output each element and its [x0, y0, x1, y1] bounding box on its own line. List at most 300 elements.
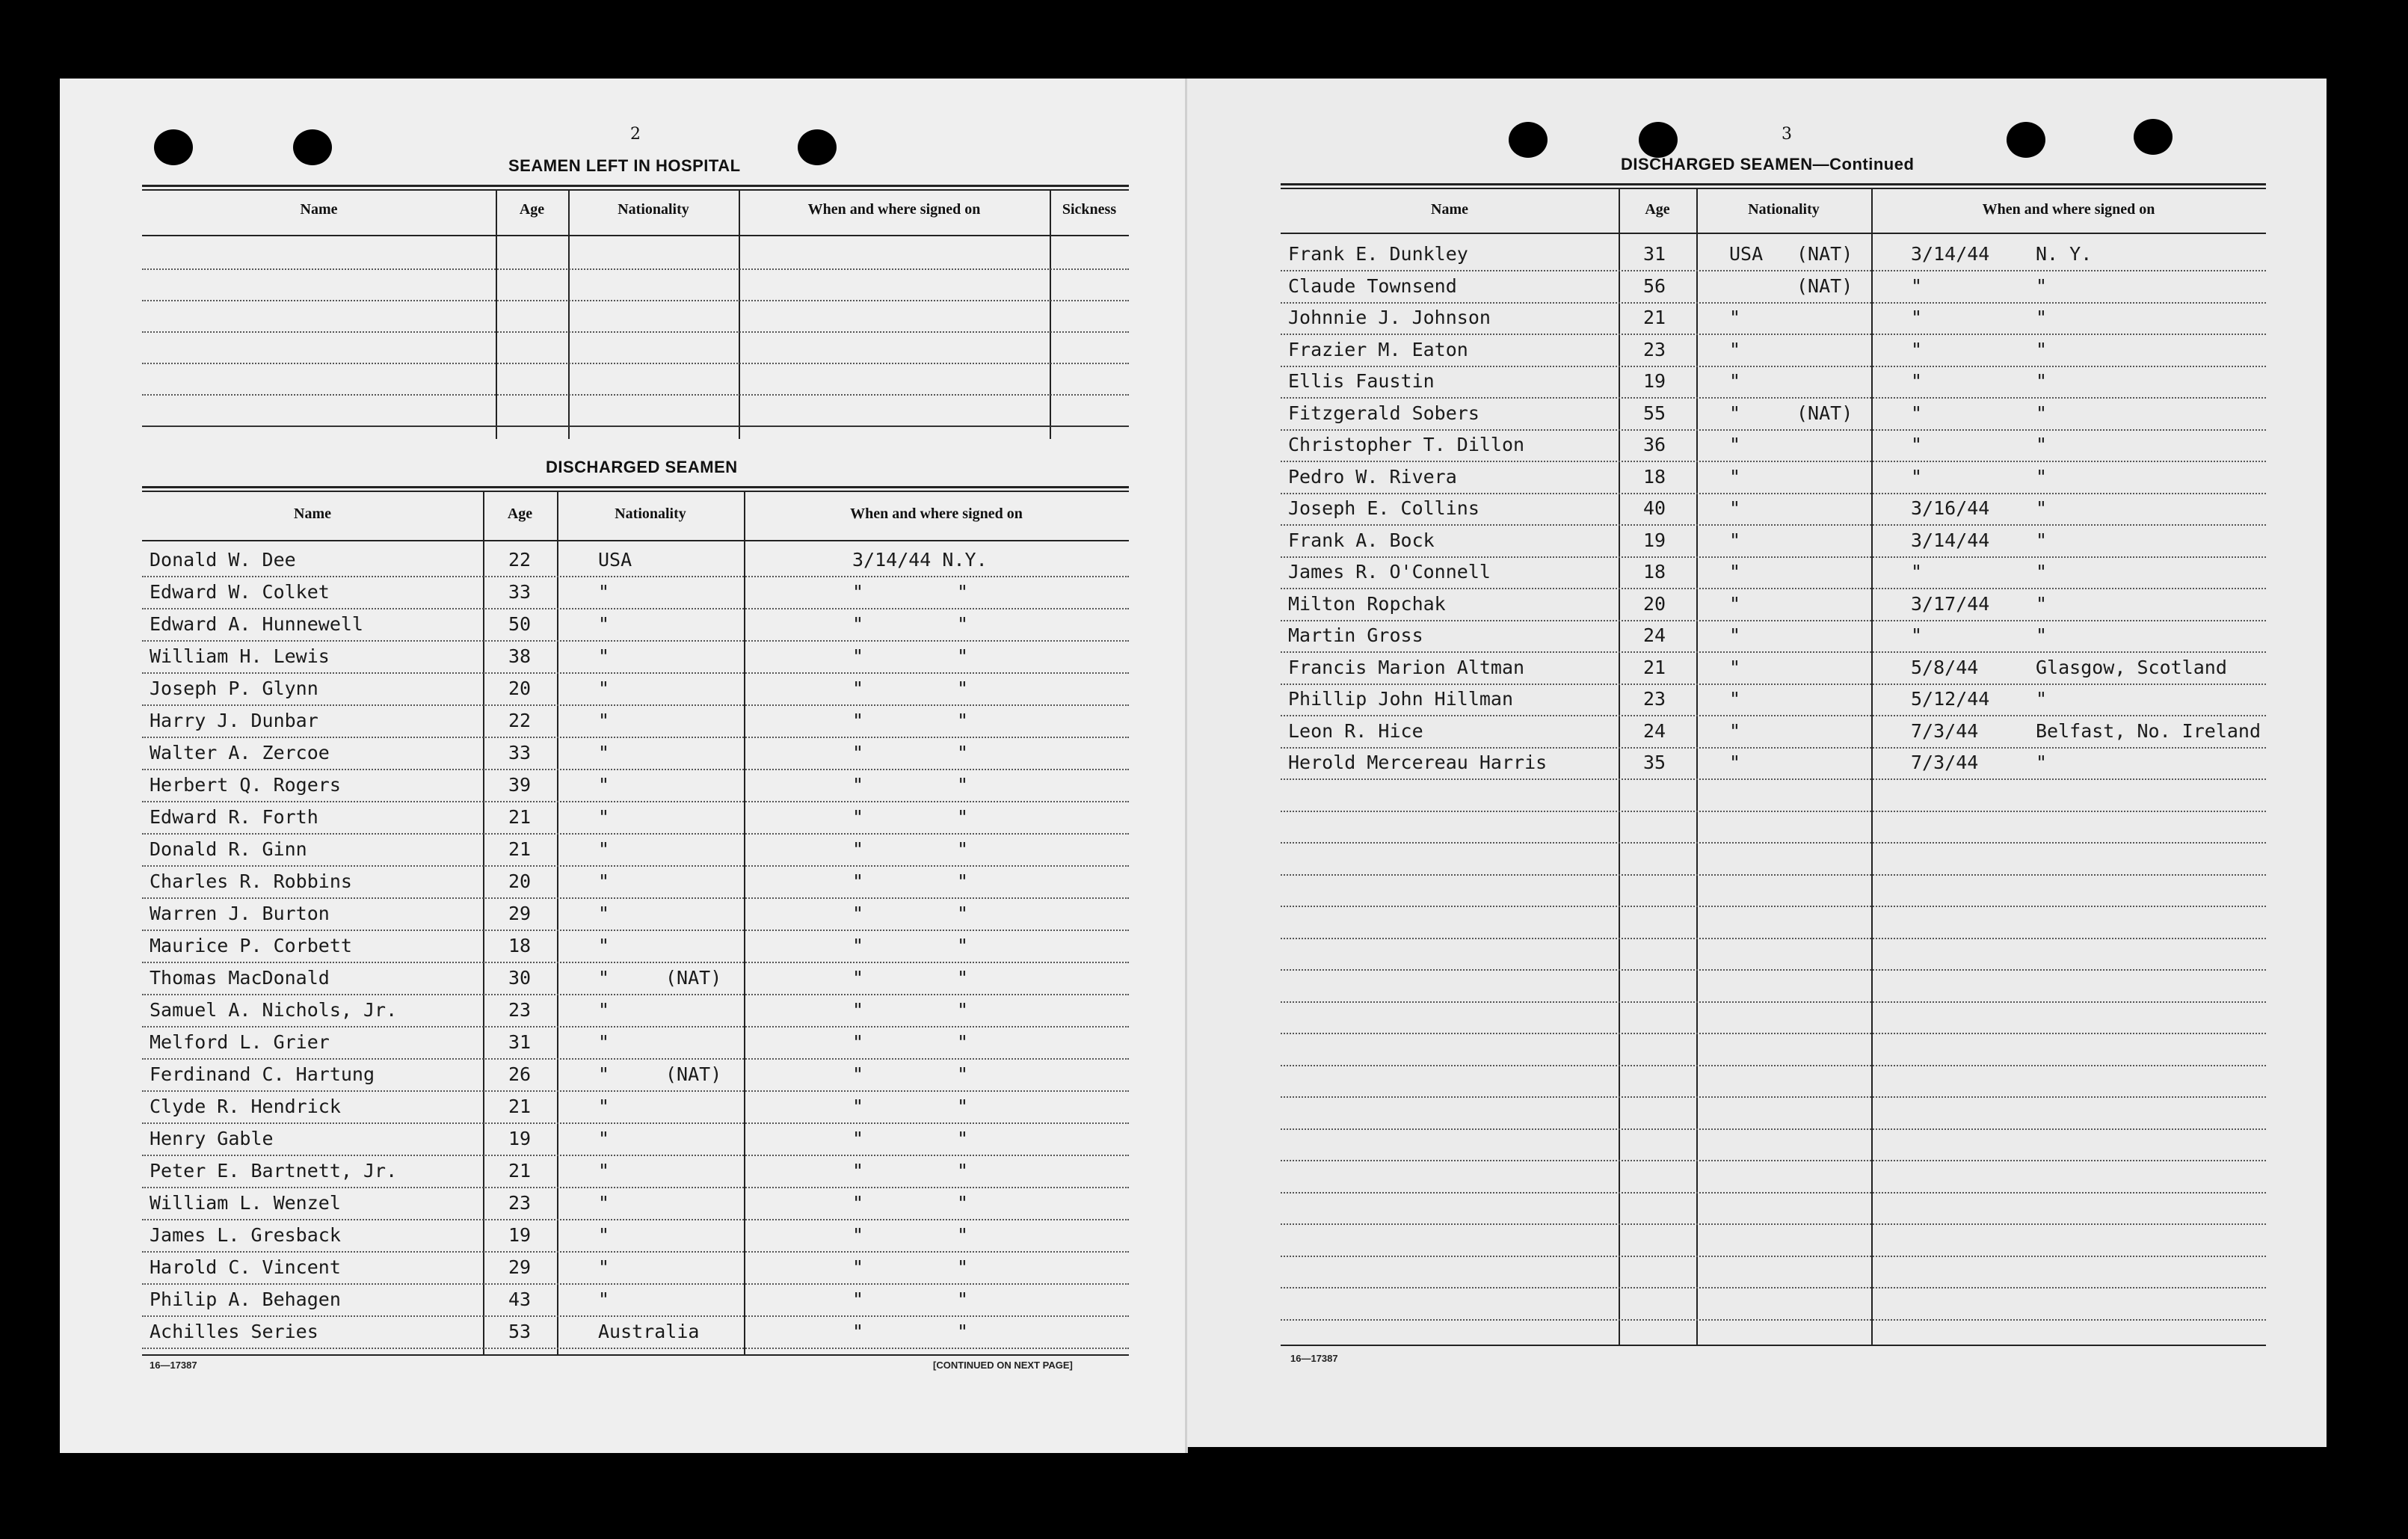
- seaman-age: 23: [1643, 688, 1666, 710]
- section-title-text: DISCHARGED SEAMEN: [1621, 155, 1813, 173]
- table-row: [1281, 497, 2266, 529]
- row-separator: [1281, 1287, 2266, 1288]
- row-separator: [1281, 1001, 2266, 1003]
- row-separator: [1281, 1192, 2266, 1194]
- table-row: [142, 1256, 1129, 1288]
- seaman-name: Joseph E. Collins: [1288, 497, 1479, 519]
- right-page: [1187, 79, 2327, 1447]
- table-row: [1281, 402, 2266, 434]
- row-separator: [1281, 1033, 2266, 1034]
- table-row: [1281, 466, 2266, 498]
- signed-on-date: 5/8/44: [1911, 656, 1979, 678]
- seaman-age: 43: [508, 1288, 532, 1310]
- seaman-nationality: ": [598, 1192, 610, 1214]
- signed-on-date: ": [1911, 370, 1923, 392]
- seaman-nationality: ": [1729, 370, 1741, 392]
- col-header-age: Age: [1645, 201, 1670, 218]
- signed-on-place: ": [957, 999, 969, 1021]
- naturalized-flag: (NAT): [665, 967, 722, 989]
- row-separator: [1281, 969, 2266, 971]
- signed-on-date: ": [852, 774, 864, 796]
- seaman-nationality: ": [598, 967, 610, 989]
- table-row: [1281, 243, 2266, 275]
- col-header-signed-on: When and where signed on: [1982, 201, 2155, 218]
- seaman-nationality: ": [598, 742, 610, 764]
- seaman-age: 18: [1643, 465, 1666, 488]
- table-row: [142, 678, 1129, 710]
- seaman-name: Thomas MacDonald: [150, 967, 330, 989]
- signed-on-place: ": [957, 1192, 969, 1214]
- row-separator: [1281, 811, 2266, 812]
- seaman-nationality: ": [1729, 592, 1741, 615]
- row-separator: [1281, 906, 2266, 907]
- naturalized-flag: (NAT): [1796, 274, 1853, 297]
- seaman-age: 39: [508, 774, 532, 796]
- naturalized-flag: (NAT): [665, 1063, 722, 1085]
- page-number: 2: [630, 125, 641, 144]
- signed-on-date: ": [852, 1321, 864, 1342]
- seaman-name: Frank A. Bock: [1288, 529, 1435, 551]
- row-separator: [1281, 1256, 2266, 1257]
- seaman-name: Leon R. Hice: [1288, 719, 1423, 742]
- seaman-name: Peter E. Bartnett, Jr.: [150, 1160, 398, 1182]
- signed-on-date: ": [852, 967, 864, 989]
- table-row: [142, 999, 1129, 1031]
- table-row: [142, 1321, 1129, 1353]
- signed-on-place: Glasgow, Scotland: [2036, 656, 2227, 678]
- seaman-age: 29: [508, 903, 532, 924]
- seaman-name: Fitzgerald Sobers: [1288, 402, 1479, 424]
- signed-on-date: 5/12/44: [1911, 688, 1990, 710]
- table-row: [142, 1096, 1129, 1128]
- table-row: [142, 1288, 1129, 1321]
- row-separator: [1281, 842, 2266, 844]
- seaman-age: 21: [508, 1160, 532, 1182]
- seaman-nationality: ": [598, 1160, 610, 1182]
- table-row: [1281, 307, 2266, 339]
- signed-on-place: ": [957, 613, 969, 635]
- seaman-name: Charles R. Robbins: [150, 870, 352, 892]
- seaman-name: Donald R. Ginn: [150, 838, 307, 860]
- table-row: [142, 613, 1129, 645]
- signed-on-place: ": [2036, 529, 2048, 551]
- signed-on-place: ": [957, 935, 969, 956]
- table-row: [142, 1160, 1129, 1192]
- signed-on-date: ": [852, 1031, 864, 1053]
- seaman-nationality: ": [1729, 624, 1741, 646]
- signed-on-place: ": [2036, 465, 2048, 488]
- seaman-name: Joseph P. Glynn: [150, 678, 318, 699]
- table-row: [142, 774, 1129, 806]
- table-row: [1281, 624, 2266, 657]
- seaman-name: Martin Gross: [1288, 624, 1423, 646]
- seaman-nationality: ": [598, 774, 610, 796]
- col-header-name: Name: [1431, 201, 1468, 218]
- seaman-name: Harold C. Vincent: [150, 1256, 341, 1278]
- seaman-age: 18: [508, 935, 532, 956]
- signed-on-place: ": [957, 903, 969, 924]
- signed-on-date: ": [852, 1096, 864, 1117]
- seaman-nationality: ": [1729, 465, 1741, 488]
- signed-on-place: ": [2036, 592, 2048, 615]
- seaman-nationality: ": [598, 838, 610, 860]
- table-row: [142, 935, 1129, 967]
- seaman-nationality: USA: [1729, 243, 1764, 265]
- signed-on-place: ": [957, 1063, 969, 1085]
- punch-hole: [1639, 122, 1678, 158]
- signed-on-place: ": [957, 1160, 969, 1182]
- signed-on-date: ": [852, 581, 864, 603]
- hospital-section-title: SEAMEN LEFT IN HOSPITAL: [508, 156, 741, 175]
- seaman-nationality: ": [1729, 497, 1741, 519]
- seaman-age: 26: [508, 1063, 532, 1085]
- seaman-age: 55: [1643, 402, 1666, 424]
- table-row: [142, 549, 1129, 581]
- seaman-name: Edward W. Colket: [150, 581, 330, 603]
- seaman-name: Walter A. Zercoe: [150, 742, 330, 764]
- seaman-nationality: ": [598, 613, 610, 635]
- table-row: [142, 903, 1129, 935]
- signed-on-date: ": [852, 838, 864, 860]
- signed-on-date: ": [1911, 338, 1923, 360]
- table-row: [1281, 752, 2266, 784]
- row-separator: [1281, 1096, 2266, 1098]
- col-header-sickness: Sickness: [1062, 201, 1117, 218]
- signed-on-place: ": [2036, 624, 2048, 646]
- punch-hole: [154, 129, 193, 165]
- seaman-nationality: ": [1729, 338, 1741, 360]
- seaman-age: 50: [508, 613, 532, 635]
- seaman-name: Herbert Q. Rogers: [150, 774, 341, 796]
- signed-on-place: ": [2036, 434, 2048, 455]
- signed-on-date: ": [1911, 402, 1923, 424]
- naturalized-flag: (NAT): [1796, 402, 1853, 424]
- seaman-name: Frank E. Dunkley: [1288, 243, 1468, 265]
- seaman-nationality: ": [1729, 561, 1741, 583]
- signed-on-place: Belfast, No. Ireland: [2036, 719, 2261, 742]
- seaman-age: 31: [508, 1031, 532, 1053]
- seaman-age: 19: [508, 1224, 532, 1246]
- signed-on-date: ": [852, 645, 864, 667]
- table-row: [142, 1128, 1129, 1160]
- row-separator: [1281, 1319, 2266, 1321]
- signed-on-place: ": [957, 870, 969, 892]
- seaman-nationality: ": [1729, 434, 1741, 455]
- seaman-name: Achilles Series: [150, 1321, 318, 1342]
- seaman-age: 22: [508, 549, 532, 571]
- seaman-name: Claude Townsend: [1288, 274, 1457, 297]
- seaman-name: James L. Gresback: [150, 1224, 341, 1246]
- seaman-name: Phillip John Hillman: [1288, 688, 1514, 710]
- table-row: [142, 1063, 1129, 1096]
- signed-on-date: ": [1911, 274, 1923, 297]
- seaman-name: Philip A. Behagen: [150, 1288, 341, 1310]
- seaman-age: 21: [508, 1096, 532, 1117]
- table-row: [142, 581, 1129, 613]
- seaman-nationality: ": [1729, 402, 1741, 424]
- signed-on-date: ": [852, 1224, 864, 1246]
- seaman-nationality: ": [598, 1256, 610, 1278]
- seaman-name: Johnnie J. Johnson: [1288, 307, 1491, 328]
- signed-on-date: ": [852, 999, 864, 1021]
- section-title-suffix: —Continued: [1812, 155, 1915, 173]
- seaman-age: 21: [508, 838, 532, 860]
- seaman-age: 20: [1643, 592, 1666, 615]
- signed-on-date: ": [852, 870, 864, 892]
- row-separator: [1281, 1223, 2266, 1225]
- discharged-table: [142, 486, 1129, 1436]
- col-header-nationality: Nationality: [1748, 201, 1820, 218]
- seaman-nationality: ": [598, 1063, 610, 1085]
- col-header-signed-on: When and where signed on: [850, 506, 1023, 522]
- table-row: [142, 1031, 1129, 1063]
- table-row: [142, 710, 1129, 742]
- table-row: [142, 806, 1129, 838]
- seaman-name: Harry J. Dunbar: [150, 710, 318, 731]
- signed-on-place: ": [957, 1321, 969, 1342]
- table-row: [1281, 688, 2266, 720]
- seaman-name: Edward A. Hunnewell: [150, 613, 363, 635]
- seaman-nationality: ": [1729, 307, 1741, 328]
- table-row: [1281, 434, 2266, 466]
- signed-on-date: 3/16/44: [1911, 497, 1990, 519]
- signed-on-date: ": [852, 935, 864, 956]
- table-row: [1281, 657, 2266, 689]
- seaman-nationality: ": [598, 903, 610, 924]
- signed-on-place: ": [2036, 688, 2048, 710]
- seaman-age: 38: [508, 645, 532, 667]
- seaman-nationality: ": [598, 1128, 610, 1149]
- signed-on-place: ": [2036, 370, 2048, 392]
- signed-on-date: ": [852, 742, 864, 764]
- col-header-nationality: Nationality: [618, 201, 689, 218]
- seaman-age: 19: [1643, 370, 1666, 392]
- seaman-name: Christopher T. Dillon: [1288, 434, 1525, 455]
- signed-on-date: ": [1911, 624, 1923, 646]
- seaman-age: 21: [1643, 656, 1666, 678]
- seaman-age: 23: [1643, 338, 1666, 360]
- signed-on-date: ": [852, 678, 864, 699]
- seaman-age: 18: [1643, 561, 1666, 583]
- table-row: [142, 742, 1129, 774]
- punch-hole: [2007, 122, 2045, 158]
- signed-on-place: ": [957, 967, 969, 989]
- seaman-name: Francis Marion Altman: [1288, 656, 1525, 678]
- seaman-age: 35: [1643, 752, 1666, 773]
- continued-note: [CONTINUED ON NEXT PAGE]: [933, 1360, 1073, 1371]
- signed-on-date: ": [1911, 434, 1923, 455]
- seaman-nationality: ": [598, 581, 610, 603]
- seaman-age: 31: [1643, 243, 1666, 265]
- seaman-age: 19: [508, 1128, 532, 1149]
- seaman-age: 56: [1643, 274, 1666, 297]
- signed-on-date: 7/3/44: [1911, 752, 1979, 773]
- seaman-nationality: ": [598, 1224, 610, 1246]
- table-row: [142, 838, 1129, 870]
- signed-on-place: ": [957, 1128, 969, 1149]
- seaman-nationality: ": [598, 1096, 610, 1117]
- seaman-age: 23: [508, 1192, 532, 1214]
- table-row: [1281, 720, 2266, 752]
- seaman-name: Samuel A. Nichols, Jr.: [150, 999, 398, 1021]
- seaman-age: 53: [508, 1321, 532, 1342]
- signed-on-place: ": [2036, 497, 2048, 519]
- seaman-age: 40: [1643, 497, 1666, 519]
- seaman-name: William H. Lewis: [150, 645, 330, 667]
- seaman-age: 36: [1643, 434, 1666, 455]
- col-header-age: Age: [519, 201, 545, 218]
- seaman-age: 33: [508, 742, 532, 764]
- seaman-nationality: Australia: [598, 1321, 700, 1342]
- signed-on-place: ": [957, 1096, 969, 1117]
- table-row: [142, 967, 1129, 999]
- seaman-age: 33: [508, 581, 532, 603]
- col-header-signed-on: When and where signed on: [807, 201, 981, 218]
- form-number: 16—17387: [1290, 1353, 1338, 1364]
- left-page: [60, 79, 1187, 1453]
- row-separator: [1281, 938, 2266, 939]
- punch-hole: [2134, 119, 2173, 155]
- signed-on-date: ": [1911, 307, 1923, 328]
- row-separator: [1281, 874, 2266, 876]
- seaman-age: 20: [508, 870, 532, 892]
- signed-on-place: ": [957, 645, 969, 667]
- signed-on-place: ": [2036, 752, 2048, 773]
- seaman-name: Milton Ropchak: [1288, 592, 1446, 615]
- seaman-nationality: ": [598, 870, 610, 892]
- seaman-nationality: ": [1729, 688, 1741, 710]
- signed-on-place: N. Y.: [2036, 243, 2093, 265]
- signed-on-date: 3/14/44: [1911, 243, 1990, 265]
- seaman-name: Ferdinand C. Hartung: [150, 1063, 375, 1085]
- seaman-nationality: ": [598, 1031, 610, 1053]
- punch-hole: [1509, 122, 1548, 158]
- seaman-name: Henry Gable: [150, 1128, 274, 1149]
- seaman-nationality: ": [598, 999, 610, 1021]
- signed-on-place: ": [2036, 561, 2048, 583]
- table-row: [142, 645, 1129, 678]
- signed-on-place: ": [957, 1256, 969, 1278]
- table-row: [1281, 529, 2266, 562]
- seaman-nationality: ": [598, 1288, 610, 1310]
- punch-hole: [798, 129, 837, 165]
- seaman-nationality: ": [1729, 529, 1741, 551]
- seaman-name: Maurice P. Corbett: [150, 935, 352, 956]
- signed-on-place: ": [2036, 274, 2048, 297]
- seaman-nationality: ": [598, 678, 610, 699]
- seaman-nationality: ": [598, 806, 610, 828]
- seaman-age: 24: [1643, 624, 1666, 646]
- signed-on-place: ": [957, 838, 969, 860]
- signed-on-date: 3/17/44: [1911, 592, 1990, 615]
- signed-on-date: ": [852, 1128, 864, 1149]
- punch-hole: [293, 129, 332, 165]
- table-row: [1281, 593, 2266, 625]
- row-separator: [1281, 1065, 2266, 1066]
- seaman-nationality: ": [1729, 719, 1741, 742]
- signed-on-place: ": [957, 1224, 969, 1246]
- signed-on-place: ": [957, 806, 969, 828]
- table-row: [142, 1224, 1129, 1256]
- naturalized-flag: (NAT): [1796, 243, 1853, 265]
- signed-on-date: ": [852, 710, 864, 731]
- discharged-continued-table: [1281, 183, 2266, 1425]
- seaman-nationality: ": [598, 710, 610, 731]
- signed-on-place: ": [2036, 338, 2048, 360]
- signed-on-place: ": [957, 710, 969, 731]
- seaman-name: Warren J. Burton: [150, 903, 330, 924]
- signed-on-date: ": [852, 613, 864, 635]
- col-header-name: Name: [294, 506, 331, 522]
- signed-on-date: ": [852, 903, 864, 924]
- signed-on-place: ": [957, 1288, 969, 1310]
- form-number: 16—17387: [150, 1360, 197, 1371]
- seaman-name: Edward R. Forth: [150, 806, 318, 828]
- seaman-nationality: USA: [598, 549, 632, 571]
- seaman-nationality: ": [1729, 656, 1741, 678]
- table-row: [142, 870, 1129, 903]
- seaman-name: Pedro W. Rivera: [1288, 465, 1457, 488]
- seaman-name: Frazier M. Eaton: [1288, 338, 1468, 360]
- table-row: [1281, 370, 2266, 402]
- signed-on-date: 3/14/44 N.Y.: [852, 549, 988, 571]
- signed-on-date: ": [852, 806, 864, 828]
- signed-on-date: 3/14/44: [1911, 529, 1990, 551]
- seaman-age: 22: [508, 710, 532, 731]
- signed-on-place: ": [957, 742, 969, 764]
- seaman-age: 20: [508, 678, 532, 699]
- seaman-age: 30: [508, 967, 532, 989]
- col-header-age: Age: [507, 506, 533, 522]
- col-header-name: Name: [300, 201, 338, 218]
- table-row: [1281, 339, 2266, 371]
- seaman-name: William L. Wenzel: [150, 1192, 341, 1214]
- table-row: [1281, 561, 2266, 593]
- signed-on-date: ": [1911, 561, 1923, 583]
- signed-on-date: ": [852, 1160, 864, 1182]
- seaman-nationality: ": [598, 645, 610, 667]
- signed-on-place: ": [957, 581, 969, 603]
- table-row: [1281, 275, 2266, 307]
- page-number: 3: [1782, 125, 1792, 144]
- signed-on-date: ": [852, 1192, 864, 1214]
- signed-on-date: ": [852, 1256, 864, 1278]
- col-header-nationality: Nationality: [615, 506, 686, 522]
- discharged-continued-title: [1621, 155, 1914, 174]
- row-separator: [1281, 1128, 2266, 1130]
- seaman-name: Herold Mercereau Harris: [1288, 752, 1548, 773]
- seaman-name: James R. O'Connell: [1288, 561, 1491, 583]
- row-separator: [1281, 1160, 2266, 1161]
- seaman-nationality: ": [598, 935, 610, 956]
- seaman-age: 21: [1643, 307, 1666, 328]
- signed-on-place: ": [2036, 307, 2048, 328]
- seaman-age: 21: [508, 806, 532, 828]
- seaman-name: Melford L. Grier: [150, 1031, 330, 1053]
- signed-on-place: ": [2036, 402, 2048, 424]
- seaman-age: 29: [508, 1256, 532, 1278]
- signed-on-date: ": [852, 1063, 864, 1085]
- seaman-nationality: ": [1729, 752, 1741, 773]
- seaman-name: Clyde R. Hendrick: [150, 1096, 341, 1117]
- seaman-name: Ellis Faustin: [1288, 370, 1435, 392]
- signed-on-date: ": [1911, 465, 1923, 488]
- signed-on-place: ": [957, 678, 969, 699]
- seaman-age: 19: [1643, 529, 1666, 551]
- table-row: [142, 1192, 1129, 1224]
- signed-on-date: ": [852, 1288, 864, 1310]
- signed-on-place: ": [957, 774, 969, 796]
